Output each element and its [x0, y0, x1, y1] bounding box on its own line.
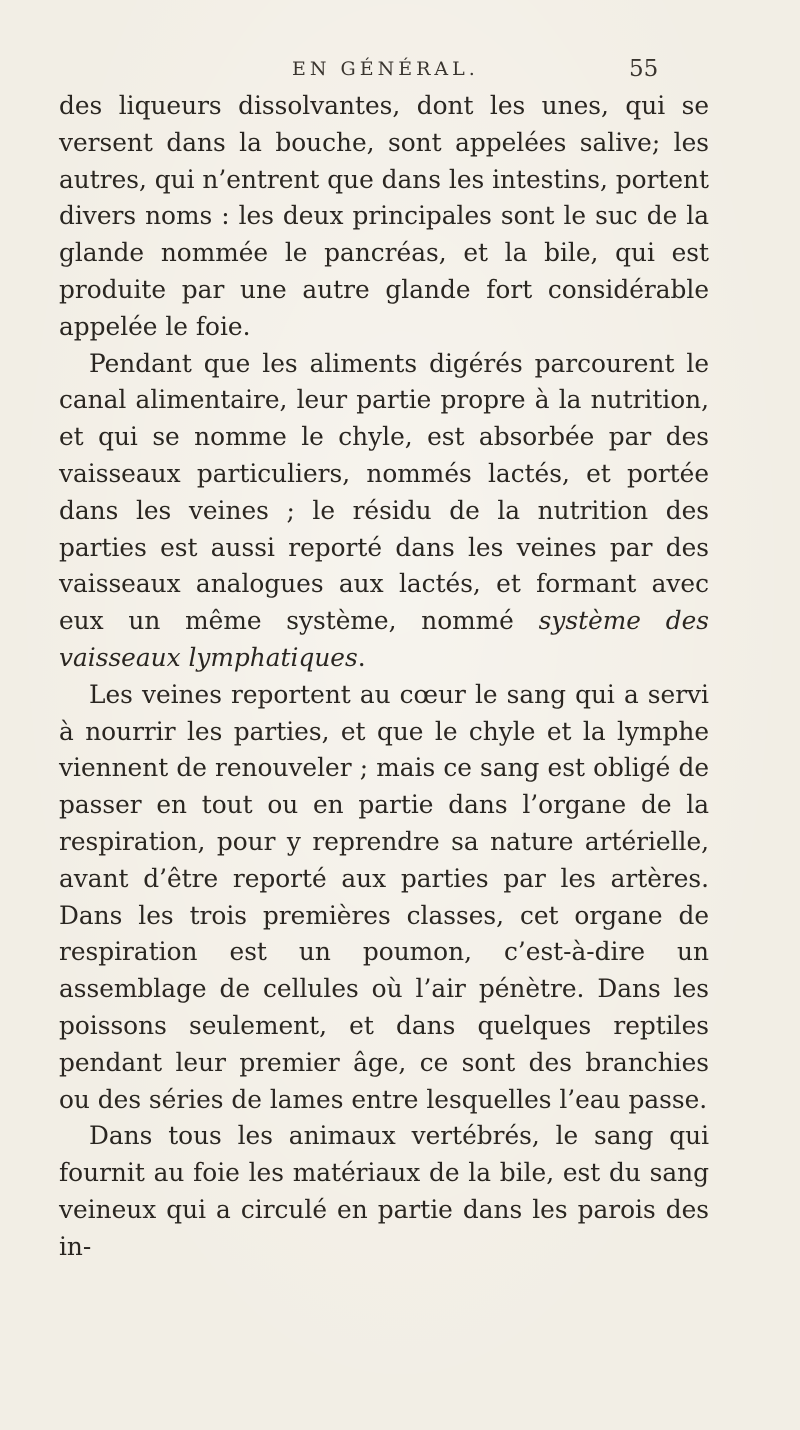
- paragraph-chyle-end: .: [357, 642, 366, 672]
- paragraph-chyle-text: Pendant que les aliments digérés parcourent le canal alimentaire, leur partie propre à la nutrition, et qui se nomme le chyle, est absorbée par des vaisseaux particuliers, nommés lactés, et portée dans les veines ; le résidu de la nutrition des parties est aussi reporté dans les veines par des vaisseaux analogues aux lactés, et formant avec eux un même système, nommé: [59, 348, 709, 636]
- paragraph-vertebrates: Dans tous les animaux vertébrés, le sang qui fournit au foie les matériaux de la bile, est du sang veineux qui a circulé en partie dans les parois des in-: [59, 1121, 709, 1261]
- body-text: [59, 88, 709, 1266]
- paragraph-respiration: Les veines reportent au cœur le sang qui a servi à nourrir les parties, et que le chyle et la lymphe viennent de renouveler ; mais ce sang est obligé de passer en tout ou en partie dans l’organe de la respiration, pour y reprendre sa nature artérielle, avant d’être reporté aux parties par les artères. Dans les trois premières classes, cet organe de respiration est un poumon, c’est-à-dire un assemblage de cellules où l’air pénètre. Dans les poissons seulement, et dans quelques reptiles pendant leur premier âge, ce sont des branchies ou des séries de lames entre lesquelles l’eau passe.: [59, 679, 709, 1114]
- paragraph-chyle: [59, 346, 709, 677]
- paragraph-continuation: des liqueurs dissolvantes, dont les unes, qui se versent dans la bouche, sont appelées salive; les autres, qui n’entrent que dans les intestins, portent divers noms : les deux principales sont le suc de la glande nommée le pancréas, et la bile, qui est produite par une autre glande fort considérable appelée le foie.: [59, 91, 709, 341]
- lymphatic-system-term: système des vaisseaux lymphatiques: [59, 606, 709, 672]
- page-header: [0, 58, 800, 88]
- running-head: EN GÉNÉRAL.: [292, 58, 479, 80]
- page-number: 55: [629, 56, 659, 82]
